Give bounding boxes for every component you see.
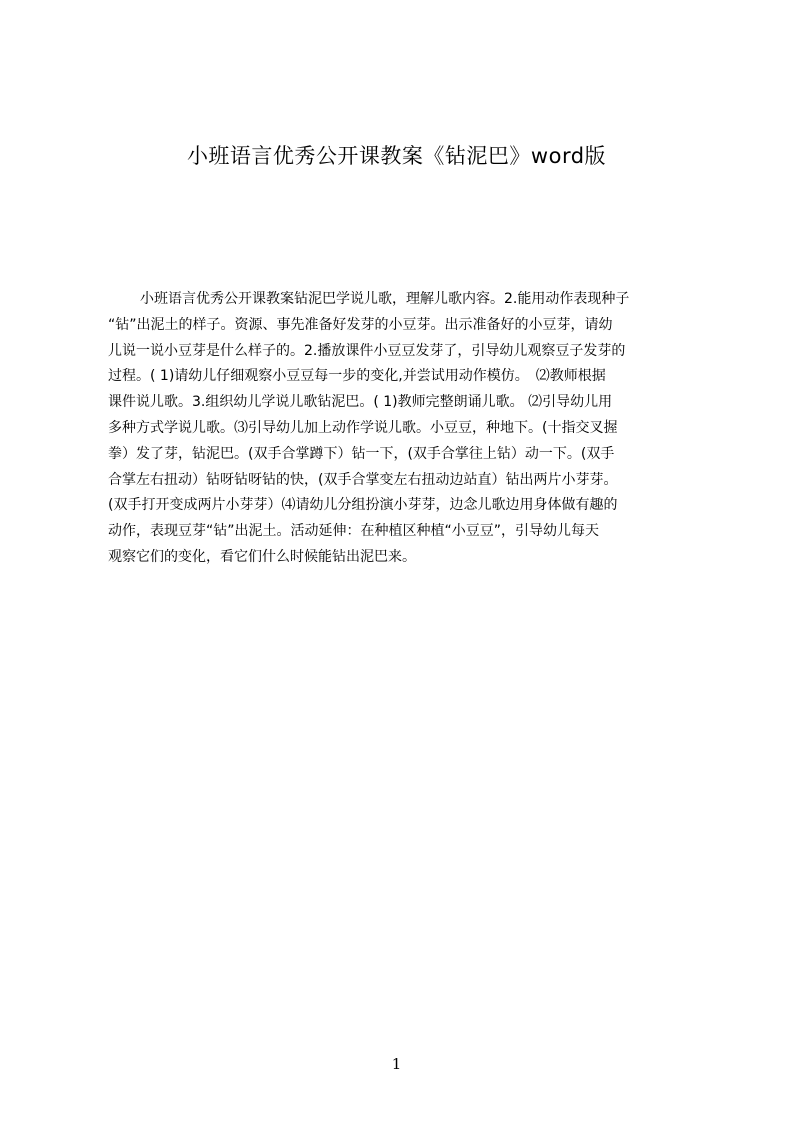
page-number: 1: [391, 1055, 402, 1073]
paragraph-line: 动作，表现豆芽“钻”出泥土。活动延伸：在种植区种植“小豆豆”，引导幼儿每天: [108, 523, 600, 540]
paragraph-line: 儿说一说小豆芽是什么样子的。2.播放课件小豆豆发芽了，引导幼儿观察豆子发芽的: [108, 342, 626, 359]
document-title: 小班语言优秀公开课教案《钻泥巴》word版: [186, 144, 607, 168]
paragraph-line: 过程。( 1)请幼儿仔细观察小豆豆每一步的变化,并尝试用动作模仿。 ⑵教师根据: [108, 368, 606, 385]
paragraph-line: (双手打开变成两片小芽芽）⑷请幼儿分组扮演小芽芽，边念儿歌边用身体做有趣的: [108, 497, 618, 514]
paragraph-line: 拳）发了芽，钻泥巴。(双手合掌蹲下）钻一下，(双手合掌往上钻）动一下。(双手: [108, 445, 615, 462]
paragraph-line: 合掌左右扭动）钻呀钻呀钻的快，(双手合掌变左右扭动边站直）钻出两片小芽芽。: [108, 471, 618, 488]
paragraph-line: 课件说儿歌。3.组织幼儿学说儿歌钻泥巴。( 1)教师完整朗诵儿歌。 ⑵引导幼儿用: [108, 394, 613, 411]
body-paragraph: [108, 287, 698, 571]
paragraph-line: “钻”出泥土的样子。资源、事先准备好发芽的小豆芽。出示准备好的小豆芽，请幼: [108, 316, 613, 333]
paragraph-line: 小班语言优秀公开课教案钻泥巴学说儿歌，理解儿歌内容。2.能用动作表现种子: [140, 291, 630, 307]
paragraph-line: 观察它们的变化，看它们什么时候能钻出泥巴来。: [108, 548, 416, 565]
paragraph-line: 多种方式学说儿歌。⑶引导幼儿加上动作学说儿歌。小豆豆，种地下。(十指交叉握: [108, 419, 618, 436]
